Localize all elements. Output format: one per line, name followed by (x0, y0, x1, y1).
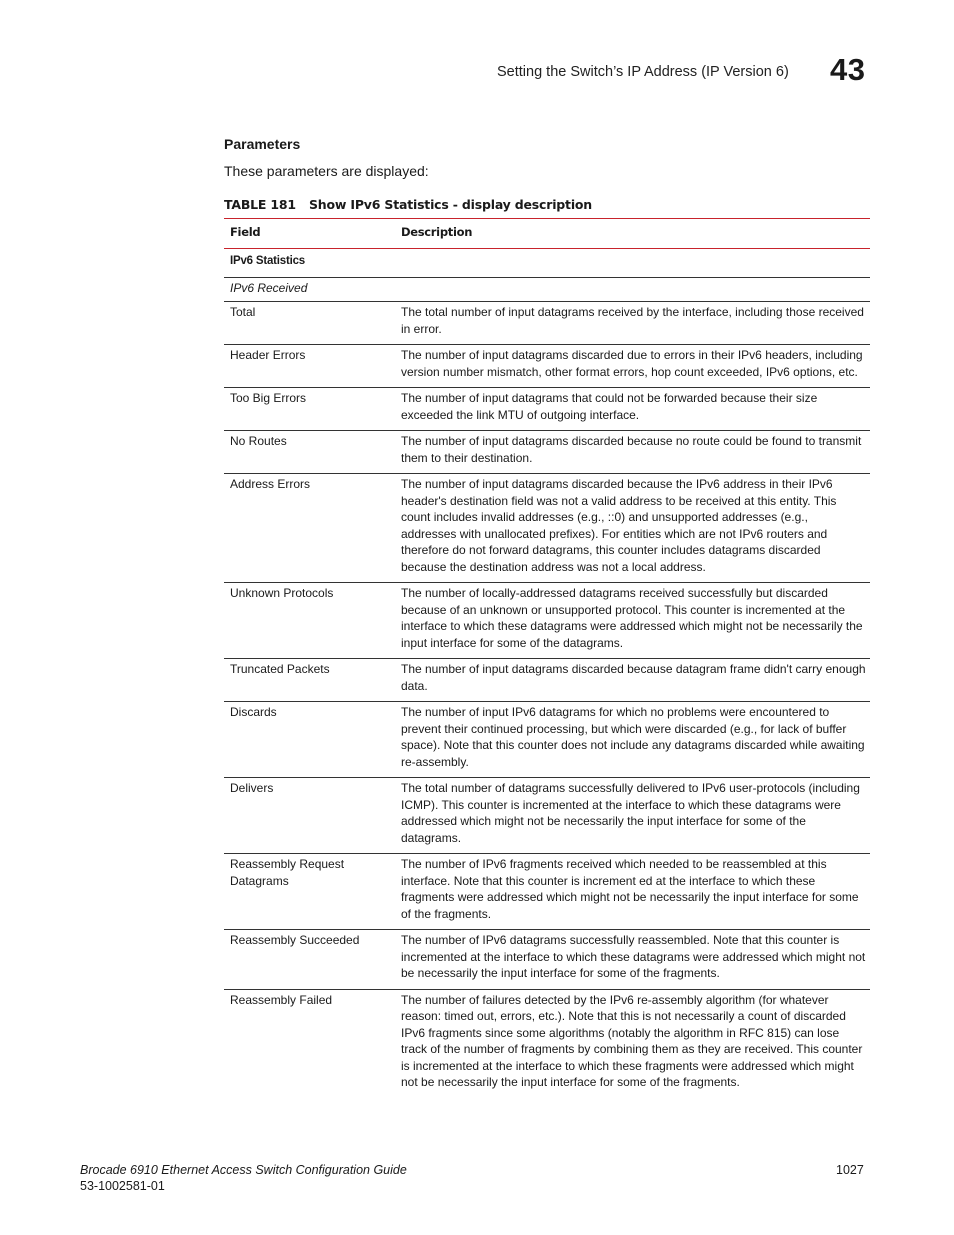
field-cell: Address Errors (224, 474, 401, 583)
table-row (224, 659, 870, 702)
table-row (224, 930, 870, 990)
description-cell: The total number of datagrams successfully delivered to IPv6 user-protocols (including ICMP). This counter is incremented at the interface to which these datagrams were addressed which might not be necessarily the input interface for some of the datagrams. (401, 778, 870, 854)
table-row (224, 583, 870, 659)
footer-doc-number: 53-1002581-01 (80, 1179, 165, 1193)
section-heading: Parameters (224, 136, 301, 152)
field-cell: Discards (224, 702, 401, 778)
group-empty-cell (401, 249, 870, 278)
table-row (224, 302, 870, 345)
field-cell: Truncated Packets (224, 659, 401, 702)
intro-text: These parameters are displayed: (224, 163, 429, 179)
description-cell: The number of input datagrams discarded because the IPv6 address in their IPv6 header's destination field was not a valid address to be received at this entity. This count includes invalid addresses (e.g., ::0) and unsupported addresses (e.g., addresses with unallocated prefixes). For entities which are not IPv6 routers and therefore do not forward datagrams, this counter includes datagrams discarded because the destination address was not a local address. (401, 474, 870, 583)
footer-guide-title: Brocade 6910 Ethernet Access Switch Configuration Guide (80, 1163, 407, 1177)
field-cell: Delivers (224, 778, 401, 854)
table-row (224, 345, 870, 388)
table-header-row (224, 219, 870, 249)
field-cell: Reassembly Succeeded (224, 930, 401, 990)
footer-page-number: 1027 (836, 1163, 864, 1177)
group-label: IPv6 Statistics (224, 249, 401, 278)
table-caption-number: TABLE 181 (224, 197, 296, 212)
description-cell: The total number of input datagrams received by the interface, including those received in error. (401, 302, 870, 345)
field-cell: Too Big Errors (224, 388, 401, 431)
description-cell: The number of input datagrams discarded due to errors in their IPv6 headers, including version number mismatch, other format errors, hop count exceeded, IPv6 options, etc. (401, 345, 870, 388)
field-cell: Unknown Protocols (224, 583, 401, 659)
column-header-description: Description (401, 219, 870, 249)
field-cell: Reassembly Failed (230, 992, 333, 1007)
field-cell: Reassembly Request Datagrams (224, 854, 401, 930)
chapter-number: 43 (830, 52, 866, 87)
table-row (224, 474, 870, 583)
table-caption (224, 197, 592, 212)
column-header-field: Field (224, 219, 401, 249)
table-row (224, 989, 870, 1098)
table-row (224, 702, 870, 778)
subgroup-row (224, 277, 870, 302)
description-cell: The number of input IPv6 datagrams for which no problems were encountered to prevent their continued processing, but which were discarded (e.g., for lack of buffer space). Note that this counter does not include any datagrams discarded while awaiting re-assembly. (401, 702, 870, 778)
description-cell: The number of locally-addressed datagrams received successfully but discarded because of an unknown or unsupported protocol. This counter is incremented at the interface to which these datagrams were addressed which might not be necessarily the input interface for some of the datagrams. (401, 583, 870, 659)
description-cell: The number of IPv6 fragments received which needed to be reassembled at this interface. Note that this counter is increment ed at the interface to which these fragments were addressed which might not be necessarily the input interface for some of the fragments. (401, 854, 870, 930)
description-cell: The number of input datagrams that could not be forwarded because their size exceeded the link MTU of outgoing interface. (401, 388, 870, 431)
table-row (224, 854, 870, 930)
running-header-title: Setting the Switch’s IP Address (IP Version 6) (497, 64, 789, 80)
field-cell: No Routes (224, 431, 401, 474)
field-cell: Header Errors (224, 345, 401, 388)
description-cell: The number of failures detected by the IPv6 re-assembly algorithm (for whatever reason: timed out, errors, etc.). Note that this is not necessarily a count of discarded IPv6 fragments since some algorithms (notably the algorithm in RFC 815) can lose track of the number of fragments by combining them as they are received. This counter is incremented at the interface to which these fragments were addressed which might not be necessarily the input interface for some of the fragments. (401, 992, 863, 1089)
description-cell: The number of input datagrams discarded because datagram frame didn't carry enough data. (401, 659, 870, 702)
field-cell: Total (224, 302, 401, 345)
description-cell: The number of IPv6 datagrams successfully reassembled. Note that this counter is incremented at the interface to which these datagrams were addressed which might not be necessarily the input interface for some of the fragments. (401, 930, 870, 990)
table-caption-title: Show IPv6 Statistics - display description (309, 197, 592, 212)
group-row (224, 249, 870, 278)
description-cell: The number of input datagrams discarded because no route could be found to transmit them to their destination. (401, 431, 870, 474)
parameters-table (224, 218, 870, 1098)
table-row (224, 778, 870, 854)
subgroup-empty-cell (401, 277, 870, 302)
table-row (224, 431, 870, 474)
table-row (224, 388, 870, 431)
subgroup-label: IPv6 Received (224, 277, 401, 302)
